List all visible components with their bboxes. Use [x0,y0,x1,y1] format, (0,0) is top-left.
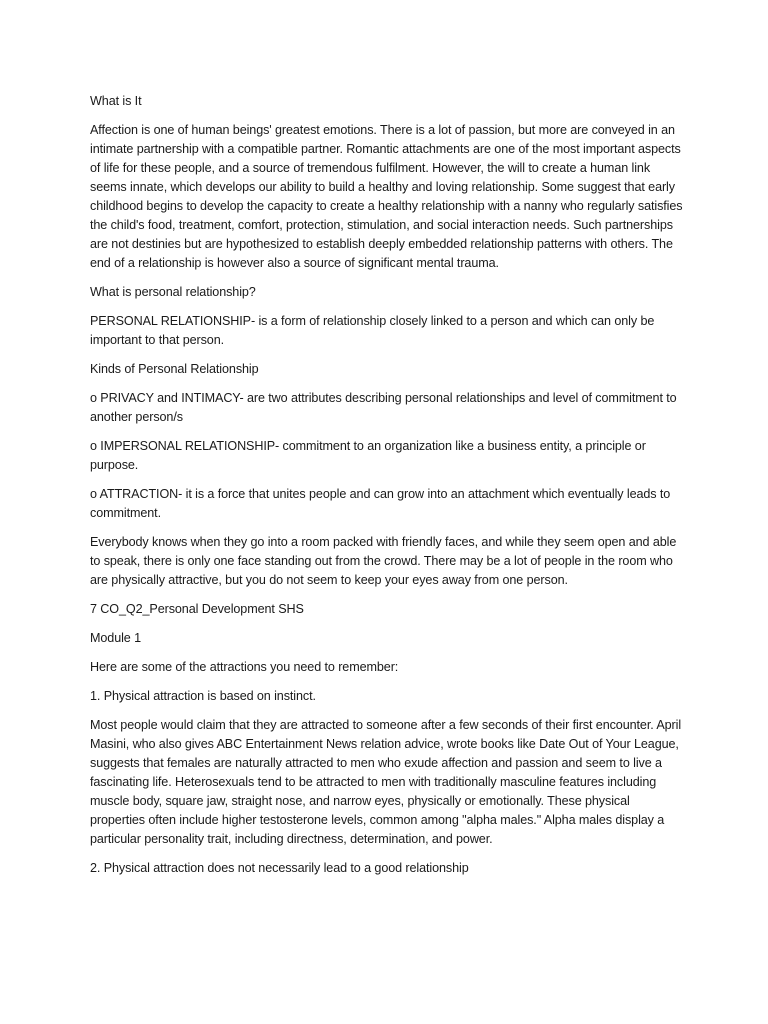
point-1-heading: 1. Physical attraction is based on instinct. [90,689,316,703]
document-page [90,92,686,888]
point-2-heading: 2. Physical attraction does not necessarily lead to a good relationship [90,861,469,875]
page-footer-line: 7 CO_Q2_Personal Development SHS [90,602,304,616]
intro-paragraph: Affection is one of human beings' greatest emotions. There is a lot of passion, but more are conveyed in an intimate partnership with a compatible partner. Romantic attachments are one of the most important aspects of life for these people, and a source of tremendous fulfilment. However, the will to create a human link seems innate, which develops our ability to build a healthy and loving relationship. Some suggest that early childhood begins to develop the capacity to create a healthy relationship with a nanny who regularly satisfies the child's food, treatment, comfort, protection, stimulation, and social interaction needs. Such partnerships are not destinies but are hypothesized to establish deeply embedded relationship patterns with others. The end of a relationship is however also a source of significant mental trauma. [90,123,683,270]
crowd-paragraph: Everybody knows when they go into a room packed with friendly faces, and while they seem open and able to speak, there is only one face standing out from the crowd. There may be a lot of people in the room who are physically attractive, but you do not seem to keep your eyes away from one person. [90,535,677,587]
kind-item-attraction: o ATTRACTION- it is a force that unites people and can grow into an attachment which eventually leads to commitment. [90,487,671,520]
module-label: Module 1 [90,631,142,645]
point-1-paragraph: Most people would claim that they are attracted to someone after a few seconds of their first encounter. April Masini, who also gives ABC Entertainment News relation advice, wrote books like Date Out of Your League, suggests that females are naturally attracted to men who exude affection and passion and seem to live a fascinating life. Heterosexuals tend to be attracted to men with traditionally masculine features including muscle body, square jaw, straight nose, and narrow eyes, physically or emotionally. These physical properties often include higher testosterone levels, common among "alpha males." Alpha males display a particular personality trait, including directness, determination, and power. [90,718,682,846]
kinds-heading: Kinds of Personal Relationship [90,362,259,376]
question-heading: What is personal relationship? [90,285,256,299]
section-heading: What is It [90,94,142,108]
definition-paragraph: PERSONAL RELATIONSHIP- is a form of relationship closely linked to a person and which can only be important to that person. [90,314,655,347]
kind-item-privacy-intimacy: o PRIVACY and INTIMACY- are two attributes describing personal relationships and level of commitment to another person/s [90,391,677,424]
kind-item-impersonal: o IMPERSONAL RELATIONSHIP- commitment to an organization like a business entity, a principle or purpose. [90,439,646,472]
attractions-intro: Here are some of the attractions you need to remember: [90,660,399,674]
